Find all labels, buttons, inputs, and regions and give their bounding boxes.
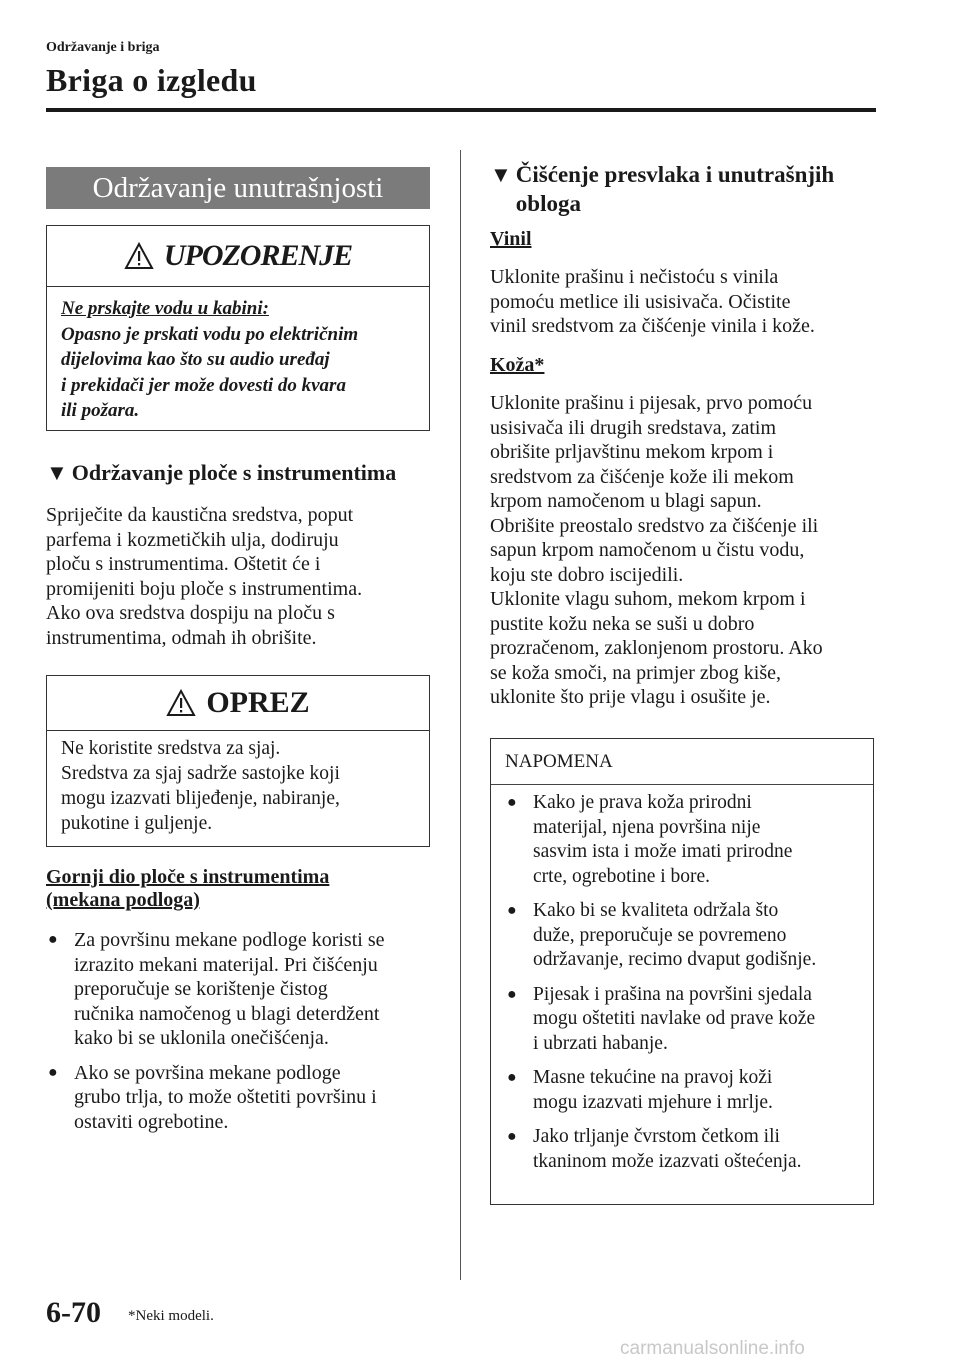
warning-text bbox=[61, 296, 421, 424]
para-line: pomoću metlice ili usisivača. Očistite bbox=[490, 290, 791, 313]
note-line: Kako bi se kvaliteta održala što bbox=[533, 900, 779, 921]
para-line: Obrišite preostalo sredstvo za čišćenje ili bbox=[490, 514, 819, 537]
para-line: sredstvom za čišćenje kože ili mekom bbox=[490, 465, 794, 488]
warning-line: Opasno je prskati vodu po električnim bbox=[61, 323, 359, 345]
watermark: carmanualsonline.info bbox=[620, 1338, 805, 1359]
note-line: crte, ogrebotine i bore. bbox=[533, 865, 711, 887]
subheading-soft-padding bbox=[46, 866, 436, 912]
note-line: duže, preporučuje se povremeno bbox=[533, 924, 787, 946]
bullet-line: ostaviti ogrebotine. bbox=[74, 1110, 229, 1133]
page-title: Briga o izgledu bbox=[46, 62, 257, 98]
note-line: mogu izazvati mjehure i mrlje. bbox=[533, 1091, 773, 1113]
list-item bbox=[505, 1125, 865, 1174]
section-heading-instrument-panel bbox=[46, 459, 446, 487]
note-box bbox=[490, 738, 874, 1205]
heading-line: obloga bbox=[515, 191, 581, 216]
bullet-line: kako bi se uklonila onečišćenja. bbox=[74, 1027, 329, 1049]
caution-text bbox=[61, 736, 421, 836]
caution-title: OPREZ bbox=[206, 686, 310, 719]
note-line: Pijesak i prašina na površini sjedala bbox=[533, 983, 812, 1005]
para-line: prozračenom, zaklonjenom prostoru. Ako bbox=[490, 637, 823, 659]
section-heading-text: Održavanje ploče s instrumentima bbox=[71, 460, 397, 485]
bullet-line: ručnika namočenog u blagi deterdžent bbox=[74, 1002, 380, 1025]
para-line: koju ste dobro iscijedili. bbox=[490, 563, 684, 586]
caution-line: Sredstva za sjaj sadrže sastojke koji bbox=[61, 763, 340, 784]
subheading-line: Gornji dio ploče s instrumentima bbox=[46, 866, 330, 888]
warning-line: ili požara. bbox=[61, 400, 140, 421]
list-item bbox=[505, 983, 865, 1057]
bullet-icon: ● bbox=[507, 1128, 517, 1145]
triangle-down-icon: ▼ bbox=[490, 162, 512, 187]
para-line: uklonite što prije vlagu i osušite je. bbox=[490, 686, 771, 708]
warning-title: UPOZORENJE bbox=[163, 239, 353, 272]
para-line: Spriječite da kaustična sredstva, poput bbox=[46, 504, 354, 526]
title-rule bbox=[46, 108, 876, 112]
para-line: usisivača ili drugih sredstava, zatim bbox=[490, 416, 777, 439]
note-list bbox=[505, 791, 865, 1184]
list-item bbox=[505, 1066, 865, 1115]
note-line: Jako trljanje čvrstom četkom ili bbox=[533, 1126, 780, 1147]
para-line: instrumentima, odmah ih obrišite. bbox=[46, 626, 317, 649]
bullet-list bbox=[46, 928, 436, 1134]
bullet-line: preporučuje se korištenje čistog bbox=[74, 978, 328, 1000]
breadcrumb: Održavanje i briga bbox=[46, 40, 160, 55]
note-title: NAPOMENA bbox=[491, 739, 873, 785]
vinil-paragraph bbox=[490, 265, 880, 339]
caution-box bbox=[46, 675, 430, 847]
para-line: Uklonite prašinu i pijesak, prvo pomoću bbox=[490, 392, 813, 414]
subheading-line: (mekana podloga) bbox=[46, 889, 200, 911]
note-line: održavanje, recimo dvaput godišnje. bbox=[533, 949, 817, 970]
para-line: ploču s instrumentima. Oštetit će i bbox=[46, 553, 321, 575]
list-item bbox=[46, 928, 436, 1051]
bullet-line: Ako se površina mekane podloge bbox=[74, 1061, 341, 1084]
caution-line: Ne koristite sredstva za sjaj. bbox=[61, 738, 281, 759]
bullet-icon: ● bbox=[507, 1069, 517, 1086]
list-item bbox=[505, 899, 865, 973]
note-line: tkaninom može izazvati oštećenja. bbox=[533, 1150, 802, 1172]
bullet-line: grubo trlja, to može oštetiti površinu i bbox=[74, 1086, 377, 1108]
para-line: Ako ova sredstva dospiju na ploču s bbox=[46, 602, 335, 624]
warning-box bbox=[46, 225, 430, 431]
koza-paragraph bbox=[490, 391, 890, 710]
para-line: parfema i kozmetičkih ulja, dodiruju bbox=[46, 528, 339, 551]
footnote: *Neki modeli. bbox=[128, 1308, 214, 1324]
note-line: sasvim ista i može imati prirodne bbox=[533, 841, 793, 862]
subheading-koza: Koža* bbox=[490, 354, 545, 376]
page-number: 6-70 bbox=[46, 1296, 101, 1329]
para-line: vinil sredstvom za čišćenje vinila i kože. bbox=[490, 315, 815, 337]
warning-triangle-icon bbox=[166, 689, 196, 717]
para-line: krpom namočenom u blagi sapun. bbox=[490, 490, 762, 512]
column-divider bbox=[460, 150, 461, 1280]
subheading-vinil: Vinil bbox=[490, 228, 532, 250]
bullet-icon: ● bbox=[507, 794, 517, 811]
note-line: Kako je prava koža prirodni bbox=[533, 792, 752, 813]
warning-line: dijelovima kao što su audio uređaj bbox=[61, 349, 330, 370]
bullet-icon: ● bbox=[48, 931, 58, 948]
caution-line: mogu izazvati blijeđenje, nabiranje, bbox=[61, 788, 340, 809]
bullet-line: Za površinu mekane podloge koristi se bbox=[74, 929, 385, 951]
section-heading-upholstery bbox=[490, 160, 890, 218]
para-line: pustite kožu neka se suši u dobro bbox=[490, 612, 755, 635]
bullet-icon: ● bbox=[48, 1063, 58, 1081]
list-item bbox=[505, 791, 865, 889]
heading-line: Čišćenje presvlaka i unutrašnjih bbox=[515, 162, 835, 187]
para-line: Uklonite vlagu suhom, mekom krpom i bbox=[490, 588, 806, 610]
para-line: se koža smoči, na primjer zbog kiše, bbox=[490, 661, 782, 684]
warning-line: i prekidači jer može dovesti do kvara bbox=[61, 374, 346, 396]
para-line: sapun krpom namočenom u čistu vodu, bbox=[490, 539, 805, 561]
para-line: Uklonite prašinu i nečistoću s vinila bbox=[490, 266, 779, 288]
section-banner: Održavanje unutrašnjosti bbox=[46, 167, 430, 209]
caution-header bbox=[47, 676, 429, 731]
para-line: promijeniti boju ploče s instrumentima. bbox=[46, 577, 363, 600]
note-line: Masne tekućine na pravoj koži bbox=[533, 1067, 773, 1088]
bullet-icon: ● bbox=[507, 902, 517, 919]
bullet-icon: ● bbox=[507, 985, 517, 1003]
bullet-line: izrazito mekani materijal. Pri čišćenju bbox=[74, 953, 378, 976]
para-line: obrišite prljavštinu mekom krpom i bbox=[490, 441, 774, 463]
warning-header bbox=[47, 226, 429, 287]
note-line: materijal, njena površina nije bbox=[533, 816, 761, 838]
caution-line: pukotine i guljenje. bbox=[61, 813, 213, 834]
note-line: mogu oštetiti navlake od prave kože bbox=[533, 1008, 816, 1029]
instrument-panel-paragraph bbox=[46, 503, 436, 650]
warning-lead: Ne prskajte vodu u kabini: bbox=[61, 298, 269, 319]
triangle-down-icon: ▼ bbox=[46, 460, 68, 485]
note-line: i ubrzati habanje. bbox=[533, 1032, 668, 1054]
list-item bbox=[46, 1061, 436, 1135]
warning-triangle-icon bbox=[124, 242, 154, 270]
